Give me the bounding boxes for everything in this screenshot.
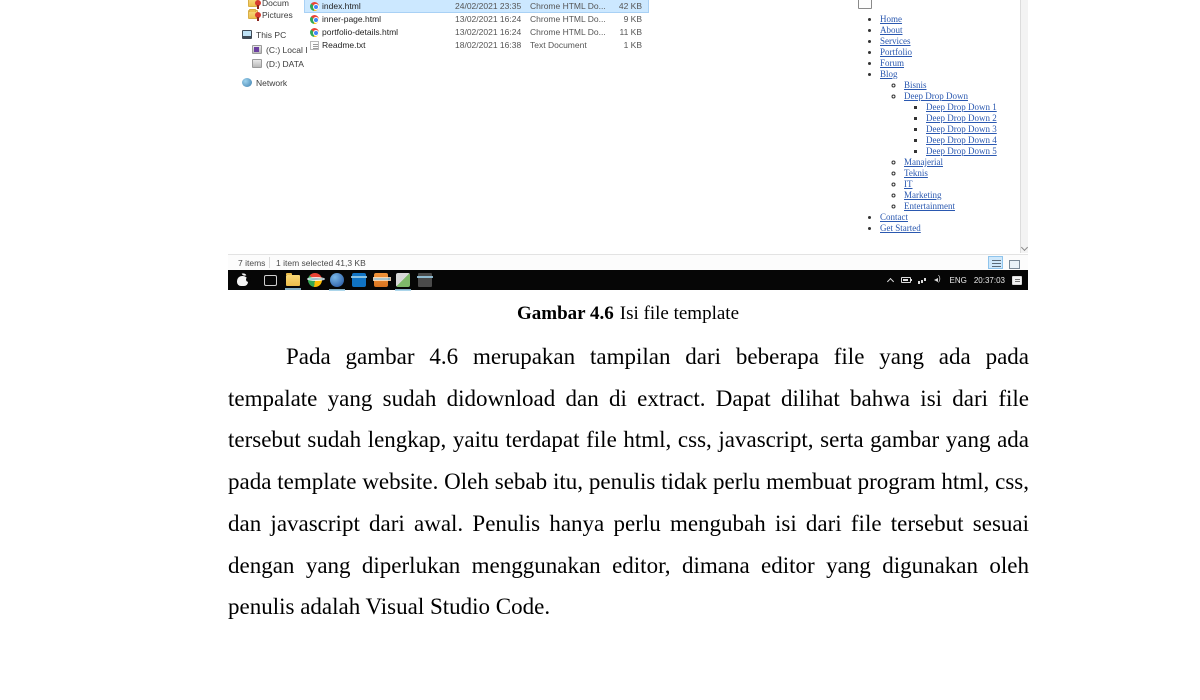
caption-label: Gambar 4.6	[517, 303, 614, 324]
windows-taskbar	[228, 270, 1028, 290]
file-size: 11 KB	[619, 27, 642, 37]
file-type: Chrome HTML Do...	[530, 14, 606, 24]
sidebar-item-label: This PC	[256, 29, 287, 40]
file-date: 18/02/2021 16:38	[455, 40, 522, 50]
menu-item	[904, 80, 1018, 91]
menu-item	[904, 157, 1018, 168]
explorer-status-bar	[228, 254, 1028, 270]
battery-icon[interactable]	[901, 277, 911, 283]
file-row-readme-txt[interactable]	[305, 39, 648, 51]
menu-item	[904, 190, 1018, 201]
menu-item	[880, 14, 1018, 25]
menu-item	[880, 223, 1018, 234]
preview-link-deep-drop-down[interactable]: Deep Drop Down	[904, 91, 968, 101]
sidebar-item-this-pc[interactable]	[242, 28, 286, 41]
file-name: inner-page.html	[322, 14, 382, 24]
chrome-icon[interactable]	[308, 273, 322, 287]
file-type: Chrome HTML Do...	[530, 1, 606, 11]
menu-item	[880, 69, 1018, 212]
folder-icon	[248, 10, 258, 19]
menu-item	[904, 91, 1018, 157]
sidebar-item-drive-d[interactable]	[252, 57, 304, 70]
preview-link-manajerial[interactable]: Manajerial	[904, 157, 943, 167]
deep-submenu	[904, 102, 1018, 157]
preview-link-deep-5[interactable]: Deep Drop Down 5	[926, 146, 997, 156]
network-icon	[242, 78, 252, 87]
preview-link-teknis[interactable]: Teknis	[904, 168, 928, 178]
blog-submenu	[880, 80, 1018, 212]
preview-link-get-started[interactable]: Get Started	[880, 223, 921, 233]
menu-item	[926, 135, 1018, 146]
file-type: Chrome HTML Do...	[530, 27, 606, 37]
preview-link-home[interactable]: Home	[880, 14, 902, 24]
file-size: 9 KB	[623, 14, 642, 24]
sidebar-item-label: Pictures	[262, 9, 293, 20]
preview-link-it[interactable]: IT	[904, 179, 913, 189]
edge-icon[interactable]	[330, 273, 344, 287]
status-divider	[269, 257, 270, 268]
action-center-icon[interactable]	[1012, 276, 1022, 285]
menu-item	[880, 58, 1018, 69]
preview-link-portfolio[interactable]: Portfolio	[880, 47, 913, 57]
sidebar-item-label: (C:) Local I	[266, 44, 308, 55]
image-placeholder-icon	[858, 0, 872, 9]
chrome-html-icon	[310, 2, 319, 11]
sidebar-item-label: Network	[256, 77, 288, 88]
preview-link-contact[interactable]: Contact	[880, 212, 908, 222]
file-size: 1 KB	[623, 40, 642, 50]
preview-link-bisnis[interactable]: Bisnis	[904, 80, 927, 90]
items-count: 7 items	[238, 258, 266, 268]
file-size: 42 KB	[618, 1, 642, 11]
preview-link-entertainment[interactable]: Entertainment	[904, 201, 955, 211]
figure-screenshot	[228, 0, 1028, 290]
scroll-down-arrow-icon[interactable]	[1022, 245, 1027, 250]
orange-app-icon[interactable]	[374, 273, 388, 287]
vscode-icon[interactable]	[352, 273, 366, 287]
menu-item	[904, 201, 1018, 212]
drive-icon	[252, 45, 262, 54]
file-type: Text Document	[530, 40, 587, 50]
menu-item	[926, 113, 1018, 124]
sidebar-item-label: (D:) DATA	[266, 58, 304, 69]
network-signal-icon[interactable]	[918, 277, 927, 284]
preview-link-services[interactable]: Services	[880, 36, 911, 46]
explorer-preview-pane	[858, 0, 1020, 255]
preview-link-forum[interactable]: Forum	[880, 58, 905, 68]
preview-link-marketing[interactable]: Marketing	[904, 190, 942, 200]
photos-icon[interactable]	[418, 273, 432, 287]
menu-item	[904, 168, 1018, 179]
preview-link-deep-4[interactable]: Deep Drop Down 4	[926, 135, 997, 145]
start-button[interactable]	[236, 273, 250, 287]
preview-html-menu	[858, 14, 1018, 234]
language-indicator[interactable]: ENG	[949, 275, 967, 285]
sidebar-item-network[interactable]	[242, 76, 287, 89]
menu-item	[926, 124, 1018, 135]
tray-expand-icon[interactable]	[887, 278, 894, 283]
drive-icon	[252, 59, 262, 68]
file-date: 13/02/2021 16:24	[455, 14, 522, 24]
menu-list	[858, 14, 1018, 234]
preview-link-blog[interactable]: Blog	[880, 69, 898, 79]
text-file-icon	[310, 41, 319, 50]
task-view-icon[interactable]	[264, 275, 277, 286]
sidebar-item-pictures[interactable]	[248, 8, 293, 21]
menu-item	[880, 36, 1018, 47]
file-name: Readme.txt	[322, 40, 366, 50]
selection-info: 1 item selected 41,3 KB	[276, 258, 366, 268]
preview-link-deep-2[interactable]: Deep Drop Down 2	[926, 113, 997, 123]
file-explorer-window	[228, 0, 1028, 270]
view-toggles	[988, 256, 1020, 269]
body-paragraph: Pada gambar 4.6 merupakan tampilan dari beberapa file yang ada pada tempalate yang sudah didownload dan di extract. Dapat dilihat bahwa isi dari file tersebut sudah lengkap, yaitu terdapat file html, css, javascript, serta gambar yang ada pada template website. Oleh sebab itu, penulis tidak perlu membuat program html, css, dan javascript dari awal. Penulis hanya perlu mengubah isi dari file tersebut sesuai dengan yang diperlukan menggunakan editor, dimana editor yang digunakan oleh penulis adalah Visual Studio Code.	[228, 344, 1029, 620]
file-date: 24/02/2021 23:35	[455, 1, 522, 11]
folder-icon	[248, 0, 258, 7]
thumbnail-view-button[interactable]	[1005, 256, 1020, 269]
file-name: index.html	[322, 1, 361, 11]
paint-icon[interactable]	[396, 273, 410, 287]
computer-icon	[242, 30, 252, 39]
menu-item	[880, 212, 1018, 223]
file-row-index-html[interactable]	[305, 0, 648, 12]
menu-item	[904, 179, 1018, 190]
details-view-button[interactable]	[988, 256, 1003, 269]
caption-text: Isi file template	[619, 303, 739, 324]
file-date: 13/02/2021 16:24	[455, 27, 522, 37]
sidebar-item-drive-c[interactable]	[252, 43, 308, 56]
chrome-html-icon	[310, 15, 319, 24]
pin-icon	[255, 0, 261, 6]
menu-item	[926, 146, 1018, 157]
file-row-portfolio-details-html[interactable]	[305, 26, 648, 38]
menu-item	[880, 25, 1018, 36]
preview-scrollbar[interactable]	[1020, 0, 1028, 253]
menu-item	[880, 47, 1018, 58]
file-explorer-icon[interactable]	[286, 275, 300, 286]
pin-icon	[255, 12, 261, 18]
chrome-html-icon	[310, 28, 319, 37]
volume-icon[interactable]	[934, 276, 943, 284]
preview-link-about[interactable]: About	[880, 25, 903, 35]
figure-caption	[228, 303, 1028, 325]
file-row-inner-page-html[interactable]	[305, 13, 648, 25]
preview-link-deep-3[interactable]: Deep Drop Down 3	[926, 124, 997, 134]
file-name: portfolio-details.html	[322, 27, 399, 37]
sidebar-item-label: Docum	[262, 0, 289, 8]
clock[interactable]: 20:37:03	[973, 275, 1005, 285]
preview-link-deep-1[interactable]: Deep Drop Down 1	[926, 102, 997, 112]
system-tray	[887, 270, 1022, 290]
menu-item	[926, 102, 1018, 113]
